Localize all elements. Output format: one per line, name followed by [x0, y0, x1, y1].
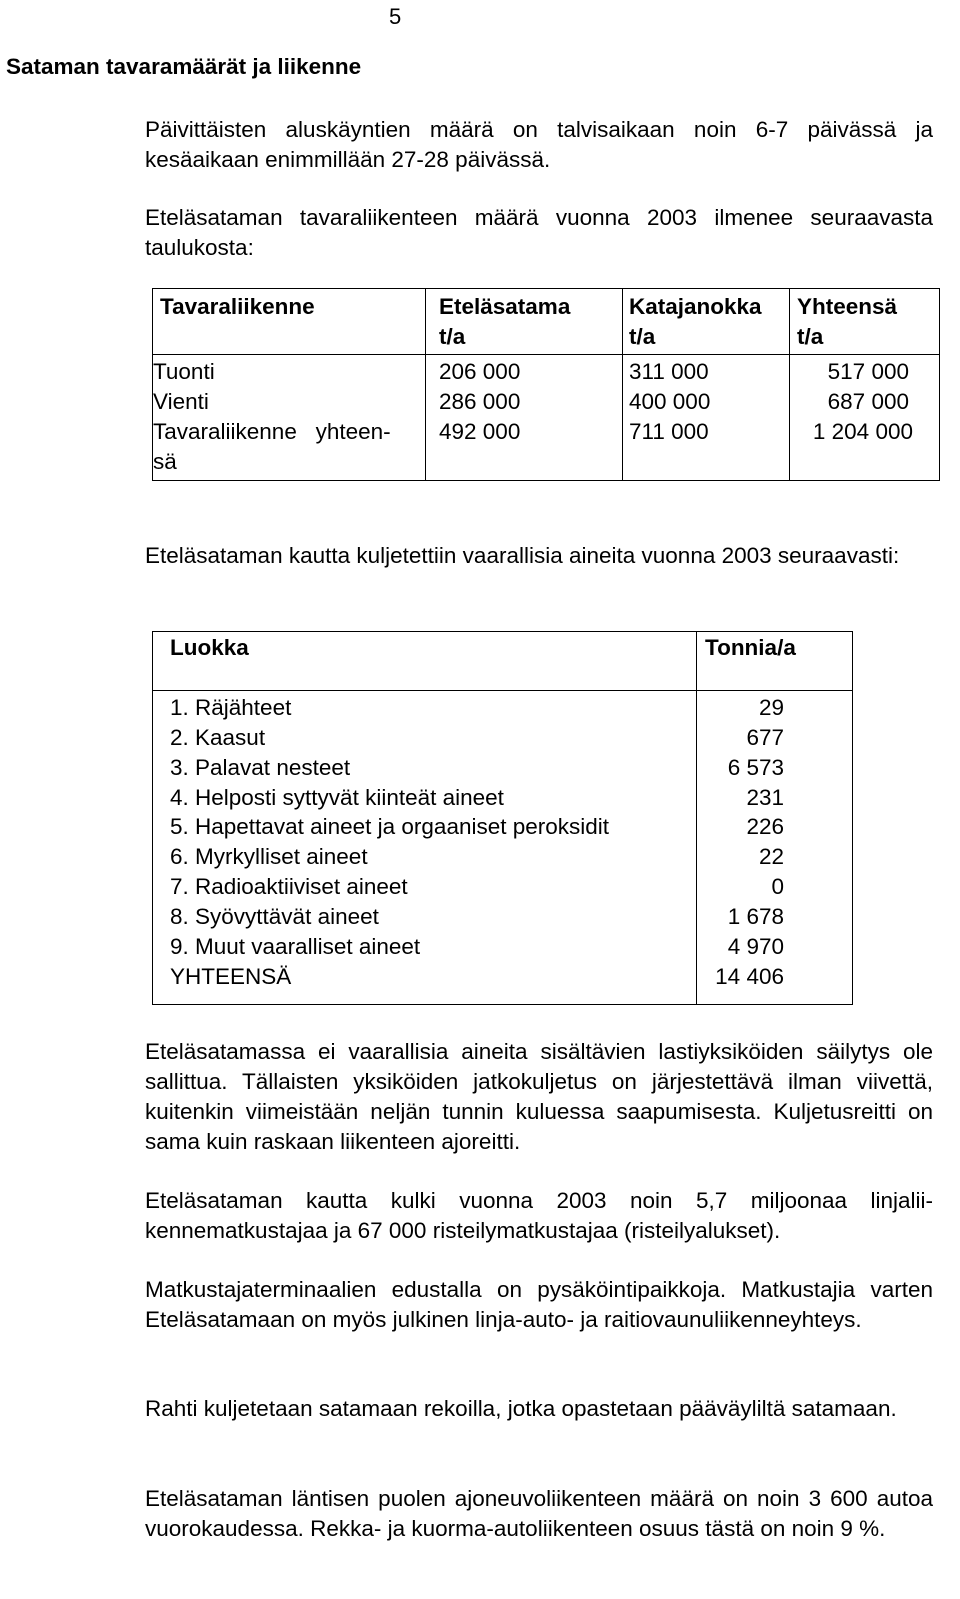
row-label-total: Tavaraliikenne yhteen- — [153, 419, 391, 444]
section-title: Sataman tavaramäärät ja liikenne — [6, 54, 362, 79]
header-etelasatama: Eteläsatama — [439, 294, 571, 319]
cell-tuonti-etelasatama: 206 000 — [439, 359, 521, 384]
cell-tuonti-katajanokka: 311 000 — [629, 359, 709, 384]
header-yhteensa: Yhteensä — [797, 294, 898, 319]
table-row-class: 5. Hapettavat aineet ja orgaaniset peroksidit — [170, 814, 610, 839]
paragraph-storage: Eteläsatamassa ei vaarallisia aineita sisältävien lastiyksiköiden säilytys ole sallittua. Tällaisten yksiköiden jatkokuljetus on järjestettävä ilman viivettä, kuitenkin viimeistään neljän tunnin kuluessa saapumisesta. Kuljetusreitti on sama kuin raskaan liikenteen ajoreitti. — [145, 1039, 933, 1154]
paragraph-passengers: Eteläsataman kautta kulki vuonna 2003 noin 5,7 miljoonaa linjaliikennematkustajaa ja 67 000 risteilymatkustajaa (risteilyalukset). — [145, 1188, 933, 1243]
table-row-tons: 677 — [746, 725, 784, 750]
table-row-tons: 29 — [758, 695, 784, 720]
row-label-vienti: Vienti — [153, 389, 209, 414]
header-tavaraliikenne: Tavaraliikenne — [160, 294, 315, 319]
table-row-tons-total: 14 406 — [715, 964, 784, 989]
table-row-tons: 6 573 — [727, 755, 784, 780]
table-row-tons: 231 — [746, 785, 784, 810]
cell-total-katajanokka: 711 000 — [629, 419, 709, 444]
row-label-total-cont: sä — [153, 449, 177, 474]
paragraph-dangerous-intro: Eteläsataman kautta kuljetettiin vaarallisia aineita vuonna 2003 seuraavasti: — [145, 543, 900, 568]
cell-total-etelasatama: 492 000 — [439, 419, 521, 444]
header-etelasatama-unit: t/a — [439, 324, 466, 349]
header-tonnia: Tonnia/a — [705, 635, 796, 660]
cell-total-yhteensa: 1 204 000 — [812, 419, 913, 444]
table-row-class: 3. Palavat nesteet — [170, 755, 351, 780]
table-row-class: 8. Syövyttävät aineet — [170, 904, 379, 929]
cell-vienti-katajanokka: 400 000 — [629, 389, 711, 414]
header-luokka: Luokka — [170, 635, 249, 660]
dangerous-goods-table — [152, 631, 853, 1005]
paragraph-freight: Rahti kuljetetaan satamaan rekoilla, jotka opastetaan pääväyliltä satamaan. — [145, 1396, 897, 1421]
table-row-tons: 4 970 — [727, 934, 784, 959]
header-yhteensa-unit: t/a — [797, 324, 824, 349]
cargo-table — [152, 288, 940, 481]
table-row-class: 6. Myrkylliset aineet — [170, 844, 368, 869]
table-row-class-total: YHTEENSÄ — [170, 964, 292, 989]
cell-vienti-yhteensa: 687 000 — [827, 389, 909, 414]
table-row-class: 4. Helposti syttyvät kiinteät aineet — [170, 785, 504, 810]
cell-vienti-etelasatama: 286 000 — [439, 389, 521, 414]
paragraph-daily-visits: Päivittäisten aluskäyntien määrä on talvisaikaan noin 6-7 päivässä ja kesäaikaan enimmillään 27-28 päivässä. — [145, 117, 933, 172]
header-katajanokka: Katajanokka — [629, 294, 762, 319]
table-row-class: 2. Kaasut — [170, 725, 266, 750]
cell-tuonti-yhteensa: 517 000 — [827, 359, 909, 384]
table-row-class: 1. Räjähteet — [170, 695, 292, 720]
table-row-tons: 1 678 — [727, 904, 784, 929]
paragraph-cargo-intro: Eteläsataman tavaraliikenteen määrä vuonna 2003 ilmenee seuraavasta taulukosta: — [145, 205, 933, 260]
table-row-tons: 226 — [746, 814, 784, 839]
page-number: 5 — [389, 4, 402, 29]
paragraph-parking: Matkustajaterminaalien edustalla on pysäköintipaikkoja. Matkustajia varten Eteläsatamaan on myös julkinen linja-auto- ja raitiovaunuliikenneyhteys. — [145, 1277, 933, 1332]
paragraph-vehicle-traffic: Eteläsataman läntisen puolen ajoneuvoliikenteen määrä on noin 3 600 autoa vuorokaudessa. Rekka- ja kuorma-autoliikenteen osuus tästä on noin 9 %. — [145, 1486, 933, 1541]
table-row-class: 9. Muut vaaralliset aineet — [170, 934, 421, 959]
table-row-tons: 0 — [771, 874, 784, 899]
header-katajanokka-unit: t/a — [629, 324, 656, 349]
table-row-tons: 22 — [758, 844, 784, 869]
table-row-class: 7. Radioaktiiviset aineet — [170, 874, 408, 899]
row-label-tuonti: Tuonti — [153, 359, 215, 384]
